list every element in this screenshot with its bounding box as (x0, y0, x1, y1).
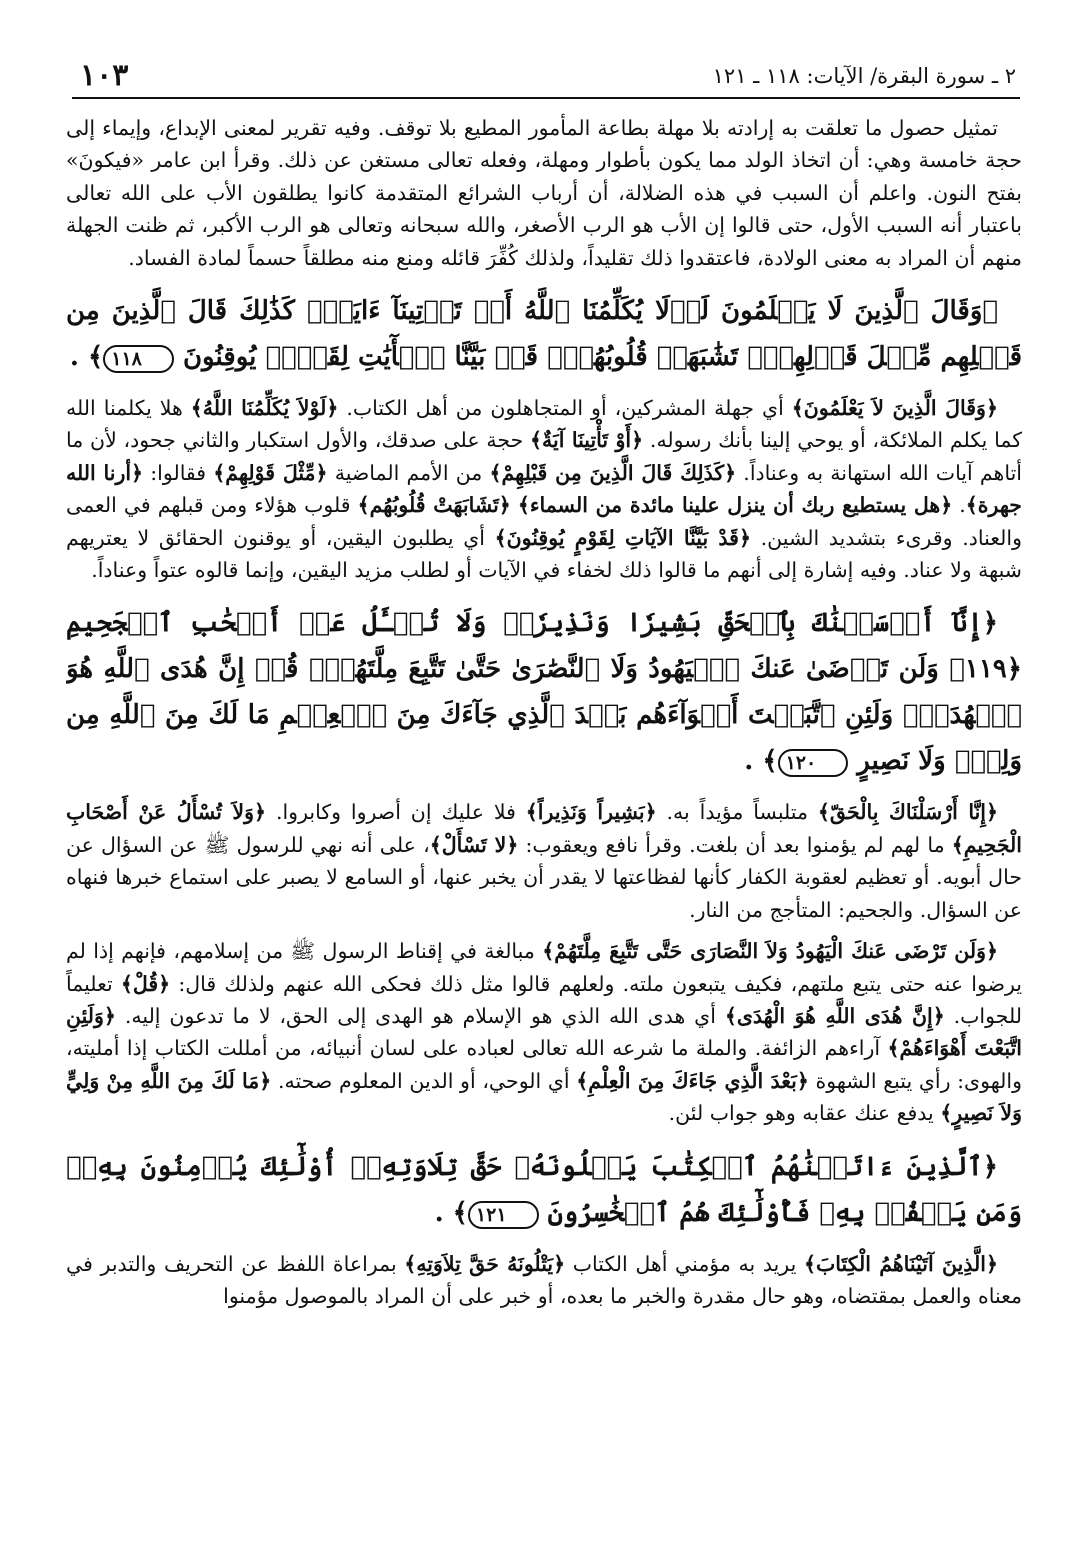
quoted-verse-phrase: ﴿لَوْلاَ يُكَلِّمُنَا اللَّهُ﴾ (190, 396, 339, 421)
quoted-verse-phrase: ﴿لا تَسْأَلْ﴾ (429, 832, 519, 857)
quoted-verse-phrase: ﴿بَعْدَ الَّذِي جَاءَكَ مِنَ الْعِلْمِ﴾ (576, 1068, 809, 1093)
verse-text: ٱلَّذِينَ ءَاتَيۡنَٰهُمُ ٱلۡكِتَٰبَ يَتۡلُونَهُۥ حَقَّ تِلَاوَتِهِۦٓ أُوْلَٰٓئِكَ يُؤۡمِنُونَ بِهِۦۗ وَمَن يَكۡفُرۡ بِهِۦ فَأُوْلَٰٓئِكَ هُمُ ٱلۡخَٰسِرُونَ (66, 1151, 1022, 1228)
commentary-text (511, 493, 518, 517)
header-rule (72, 97, 1020, 99)
commentary-text: تمثيل حصول ما تعلقت به إرادته بلا مهلة بطاعة المأمور المطيع بلا توقف. وفيه تقرير لمعنى الإبداع، وإيماء إلى حجة خامسة وهي: أن اتخاذ الولد مما يكون بأطوار ومهلة، وفعله تعالى مستغن عن ذلك. وقرأ ابن عامر «فيكونَ» بفتح النون. واعلم أن السبب في هذه الضلالة، أن أرباب الشرائع المتقدمة كانوا يطلقون الأب على الله تعالى باعتبار أنه السبب الأول، حتى قالوا إن الأب هو الرب الأصغر، والله سبحانه وتعالى هو الرب الأكبر، ثم ظنت الجهلة منهم أن المراد به معنى الولادة، فاعتقدوا ذلك تقليداً، ولذلك كُفِّرَ قائله ومنع منه مطلقاً حسماً لمادة الفساد. (66, 116, 1022, 270)
quoted-verse-phrase: ﴿وَلاَ تُسْأَلُ عَنْ أَصْحَابِ الْجَحِيمِ﴾ (66, 800, 1022, 857)
page-header (78, 60, 1016, 98)
verse-open-bracket: ﴿ (982, 296, 998, 327)
quoted-verse-phrase: ﴿أَوْ تَأْتِينَا آيَةٌ﴾ (530, 428, 644, 453)
page-body (66, 112, 1022, 1532)
commentary-text: أي يطلبون اليقين، أو يوقنون الحقائق لا يعتريهم شبهة ولا عناد. وفيه إشارة إلى أنهم ما قالوا ذلك لخفاء في الآيات أو لطلب مزيد اليقين، وإنما قالوه عتواً وعناداً. (66, 525, 1022, 583)
quoted-verse-phrase: ﴿بَشِيراً وَنَذِيراً﴾ (525, 800, 657, 825)
quran-verse (66, 600, 1022, 784)
quran-verse (66, 288, 1022, 380)
verse-open-bracket: ﴿ (982, 608, 998, 639)
verse-number: ١٢٠ (778, 749, 849, 777)
verse-number: ١١٨ (103, 345, 174, 373)
page-number: ١٠٣ (80, 58, 129, 93)
commentary-text: أي جهلة المشركين، أو المتجاهلون من أهل الكتاب. (338, 396, 792, 421)
commentary-paragraph (66, 796, 1022, 926)
quoted-verse-phrase: ﴿يَتْلُونَهُ حَقَّ تِلاَوَتِهِ﴾ (404, 1251, 566, 1276)
commentary-text: حجة على صدقك، والأول استكبار والثاني جحود، لأن ما أتاهم آيات الله استهانة به وعناداً. (66, 428, 1022, 485)
verse-close-bracket: ﴾ . (434, 1197, 468, 1228)
commentary-paragraph (66, 392, 1022, 586)
quoted-verse-phrase: ﴿الَّذِينَ آتَيْنَاهُمُ الْكِتَابَ﴾ (803, 1251, 998, 1276)
commentary-text: . (952, 493, 966, 518)
verse-close-bracket: ﴾ . (744, 746, 778, 777)
commentary-text: فلا عليك إن أصروا وكابروا. (266, 800, 526, 825)
quoted-verse-phrase: ﴿إِنَّ هُدَى اللَّهِ هُوَ الْهُدَى﴾ (724, 1003, 945, 1028)
running-title: ٢ ـ سورة البقرة/ الآيات: ١١٨ ـ ١٢١ (712, 64, 1016, 88)
commentary-text: يدفع عنك عقابه وهو جواب لئن. (668, 1101, 941, 1126)
quoted-verse-phrase: ﴿إِنَّا أَرْسَلْنَاكَ بِالْحَقّ﴾ (817, 800, 999, 825)
quran-verse (66, 1144, 1022, 1236)
commentary-paragraph (66, 935, 1022, 1129)
commentary-text: فقالوا: (143, 460, 214, 485)
commentary-text: من الأمم الماضية (327, 460, 490, 485)
verse-text: وَقَالَ ٱلَّذِينَ لَا يَعۡلَمُونَ لَوۡلَا يُكَلِّمُنَا ٱللَّهُ أَوۡ تَأۡتِينَآ ءَايَةٞۗ كَذَٰلِكَ قَالَ ٱلَّذِينَ مِن قَبۡلِهِم مِّثۡلَ قَوۡلِهِمۡۘ تَشَٰبَهَتۡ قُلُوبُهُمۡۗ قَدۡ بَيَّنَّا ٱلۡأٓيَٰتِ لِقَوۡمٖ يُوقِنُونَ (66, 296, 1022, 373)
commentary-text: قلوب هؤلاء ومن قبلهم في العمى والعناد. وقرىء بتشديد الشين. (66, 493, 1022, 550)
commentary-text: ، على أنه نهي للرسول ﷺ عن السؤال عن حال أبويه. أو تعظيم لعقوبة الكفار كأنها لفظاعتها لا يقدر أن يخبر عنها، أو السامع لا يصبر على استماع خبرها فنهاه عن السؤال. والجحيم: المتأجج من النار. (66, 832, 1022, 922)
verse-text: إِنَّآ أَرۡسَلۡنَٰكَ بِٱلۡحَقِّ بَشِيرٗا وَنَذِيرٗاۖ وَلَا تُسۡـَٔلُ عَنۡ أَصۡحَٰبِ ٱلۡجَحِيمِ ﴿١١٩﴾ وَلَن تَرۡضَىٰ عَنكَ ٱلۡيَهُودُ وَلَا ٱلنَّصَٰرَىٰ حَتَّىٰ تَتَّبِعَ مِلَّتَهُمۡۗ قُلۡ إِنَّ هُدَى ٱللَّهِ هُوَ ٱلۡهُدَىٰۗ وَلَئِنِ ٱتَّبَعۡتَ أَهۡوَآءَهُم بَعۡدَ ٱلَّذِي جَآءَكَ مِنَ ٱلۡعِلۡمِ مَا لَكَ مِنَ ٱللَّهِ مِن وَلِيّٖ وَلَا نَصِيرٍ (66, 608, 1022, 777)
commentary-text: يريد به مؤمني أهل الكتاب (565, 1251, 804, 1276)
quoted-verse-phrase: ﴿أرنا الله جهرة﴾ (66, 460, 1022, 518)
commentary-text: مبالغة في إقناط الرسول ﷺ من إسلامهم، فإنهم إذا لم يرضوا عنه حتى يتبع ملتهم، فكيف يتبعون ملته. ولعلهم قالوا مثل ذلك فحكى الله عنهم ولذلك قال: (66, 939, 1022, 996)
quoted-verse-phrase: ﴿قُلْ﴾ (120, 971, 171, 996)
commentary-text: أي هدى الله الذي هو الإسلام هو الهدى إلى الحق، لا ما تدعون إليه. (115, 1003, 725, 1028)
quoted-verse-phrase: ﴿قَدْ بَيَّنَّا الآيَاتِ لِقَوْمٍ يُوقِنُونَ﴾ (494, 525, 751, 550)
commentary-paragraph (66, 112, 1022, 274)
quoted-verse-phrase: ﴿وَقَالَ الَّذِينَ لاَ يَعْلَمُونَ﴾ (791, 396, 998, 421)
quoted-verse-phrase: ﴿كَذَلِكَ قَالَ الَّذِينَ مِن قَبْلِهِمْ﴾ (489, 460, 737, 485)
commentary-text: هلا يكلمنا الله كما يكلم الملائكة، أو يوحي إلينا بأنك رسوله. (66, 396, 1022, 453)
quoted-verse-phrase: ﴿مَا لَكَ مِنَ اللَّهِ مِنْ وَلِيٍّ وَلاَ نَصِيرٍ﴾ (66, 1068, 1022, 1126)
commentary-text: تعليماً للجواب. (66, 971, 1022, 1028)
commentary-text: متلبساً مؤيداً به. (656, 800, 818, 825)
commentary-text: أي الوحي، أو الدين المعلوم صحته. (271, 1068, 577, 1093)
quoted-verse-phrase: ﴿تَشَابَهَتْ قُلُوبُهُم﴾ (357, 493, 511, 518)
verse-open-bracket: ﴿ (982, 1151, 998, 1182)
verse-number: ١٢١ (468, 1201, 539, 1229)
commentary-text: آراءهم الزائفة. والملة ما شرعه الله تعالى لعباده على لسان أنبيائه، من أمللت الكتاب إذا أمليته، والهوى: رأي يتبع الشهوة (66, 1036, 1022, 1093)
quoted-verse-phrase: ﴿وَلَئِنِ اتَّبَعْتَ أَهْوَاءَهُمْ﴾ (66, 1003, 1022, 1061)
commentary-text: ما لهم لم يؤمنوا بعد أن بلغت. وقرأ نافع ويعقوب: (518, 832, 952, 857)
commentary-text: بمراعاة اللفظ عن التحريف والتدبر في معناه والعمل بمقتضاه، وهو حال مقدرة والخبر ما بعده، أو خبر على أن المراد بالموصول مؤمنوا (66, 1251, 1022, 1308)
verse-close-bracket: ﴾ . (69, 342, 104, 373)
commentary-paragraph (66, 1248, 1022, 1313)
quoted-verse-phrase: ﴿مِّثْلَ قَوْلِهِمْ﴾ (213, 460, 328, 485)
quoted-verse-phrase: ﴿وَلَن تَرْضَى عَنكَ الْيَهُودُ وَلاَ النَّصَارَى حَتَّى تَتَّبِعَ مِلَّتَهُمْ﴾ (542, 939, 998, 964)
quoted-verse-phrase: ﴿هل يستطيع ربك أن ينزل علينا مائدة من السماء﴾ (517, 493, 953, 518)
